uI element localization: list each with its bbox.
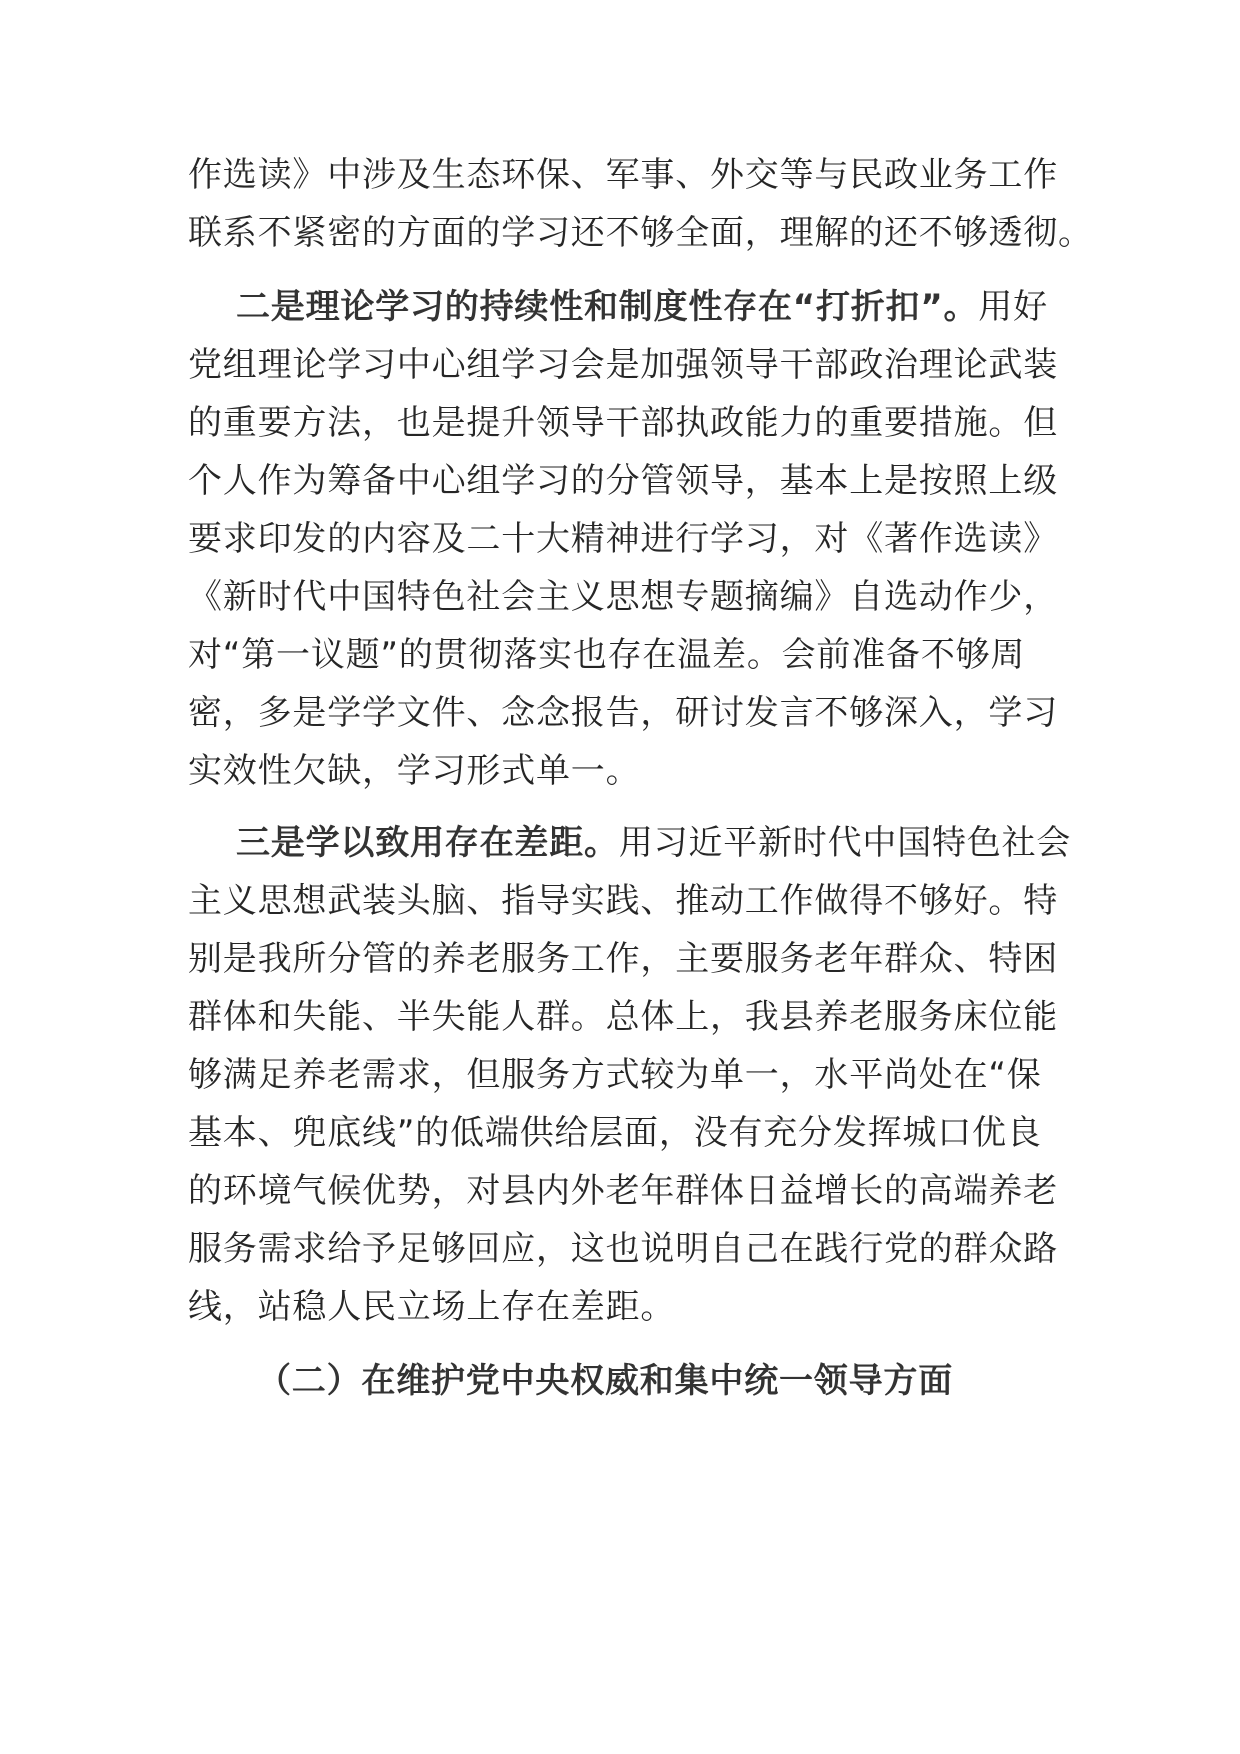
- paragraph-lead-rest: 用好: [978, 287, 1048, 327]
- paragraph-first-line: [236, 287, 1048, 327]
- body-line: 对“第一议题”的贯彻落实也存在温差。会前准备不够周: [188, 635, 1026, 675]
- body-line: 基本、兜底线”的低端供给层面，没有充分发挥城口优良: [188, 1113, 1042, 1153]
- body-line: 联系不紧密的方面的学习还不够全面，理解的还不够透彻。: [188, 213, 1093, 253]
- paragraph-first-line: [236, 823, 1071, 863]
- body-line: 的环境气候优势，对县内外老年群体日益增长的高端养老: [188, 1171, 1058, 1211]
- body-line: 作选读》中涉及生态环保、军事、外交等与民政业务工作: [188, 155, 1058, 195]
- body-line: 党组理论学习中心组学习会是加强领导干部政治理论武装: [188, 345, 1058, 385]
- body-line: 实效性欠缺，学习形式单一。: [188, 751, 641, 791]
- body-line: 的重要方法，也是提升领导干部执政能力的重要措施。但: [188, 403, 1058, 443]
- paragraph-lead-bold: 三是学以致用存在差距。: [236, 823, 619, 863]
- body-line: 服务需求给予足够回应，这也说明自己在践行党的群众路: [188, 1229, 1058, 1269]
- body-line: 别是我所分管的养老服务工作，主要服务老年群众、特困: [188, 939, 1058, 979]
- body-line: 要求印发的内容及二十大精神进行学习，对《著作选读》: [188, 519, 1058, 559]
- paragraph-lead-rest: 用习近平新时代中国特色社会: [618, 823, 1072, 863]
- body-line: 密，多是学学文件、念念报告，研讨发言不够深入，学习: [188, 693, 1058, 733]
- body-line: 线，站稳人民立场上存在差距。: [188, 1287, 676, 1327]
- body-line: 《新时代中国特色社会主义思想专题摘编》自选动作少，: [188, 577, 1058, 617]
- paragraph-lead-bold: 二是理论学习的持续性和制度性存在“打折扣”。: [236, 287, 979, 327]
- body-line: 主义思想武装头脑、指导实践、推动工作做得不够好。特: [188, 881, 1058, 921]
- section-heading: （二）在维护党中央权威和集中统一领导方面: [257, 1361, 953, 1401]
- body-line: 群体和失能、半失能人群。总体上，我县养老服务床位能: [188, 997, 1058, 1037]
- body-line: 够满足养老需求，但服务方式较为单一，水平尚处在“保: [188, 1055, 1042, 1095]
- body-line: 个人作为筹备中心组学习的分管领导，基本上是按照上级: [188, 461, 1058, 501]
